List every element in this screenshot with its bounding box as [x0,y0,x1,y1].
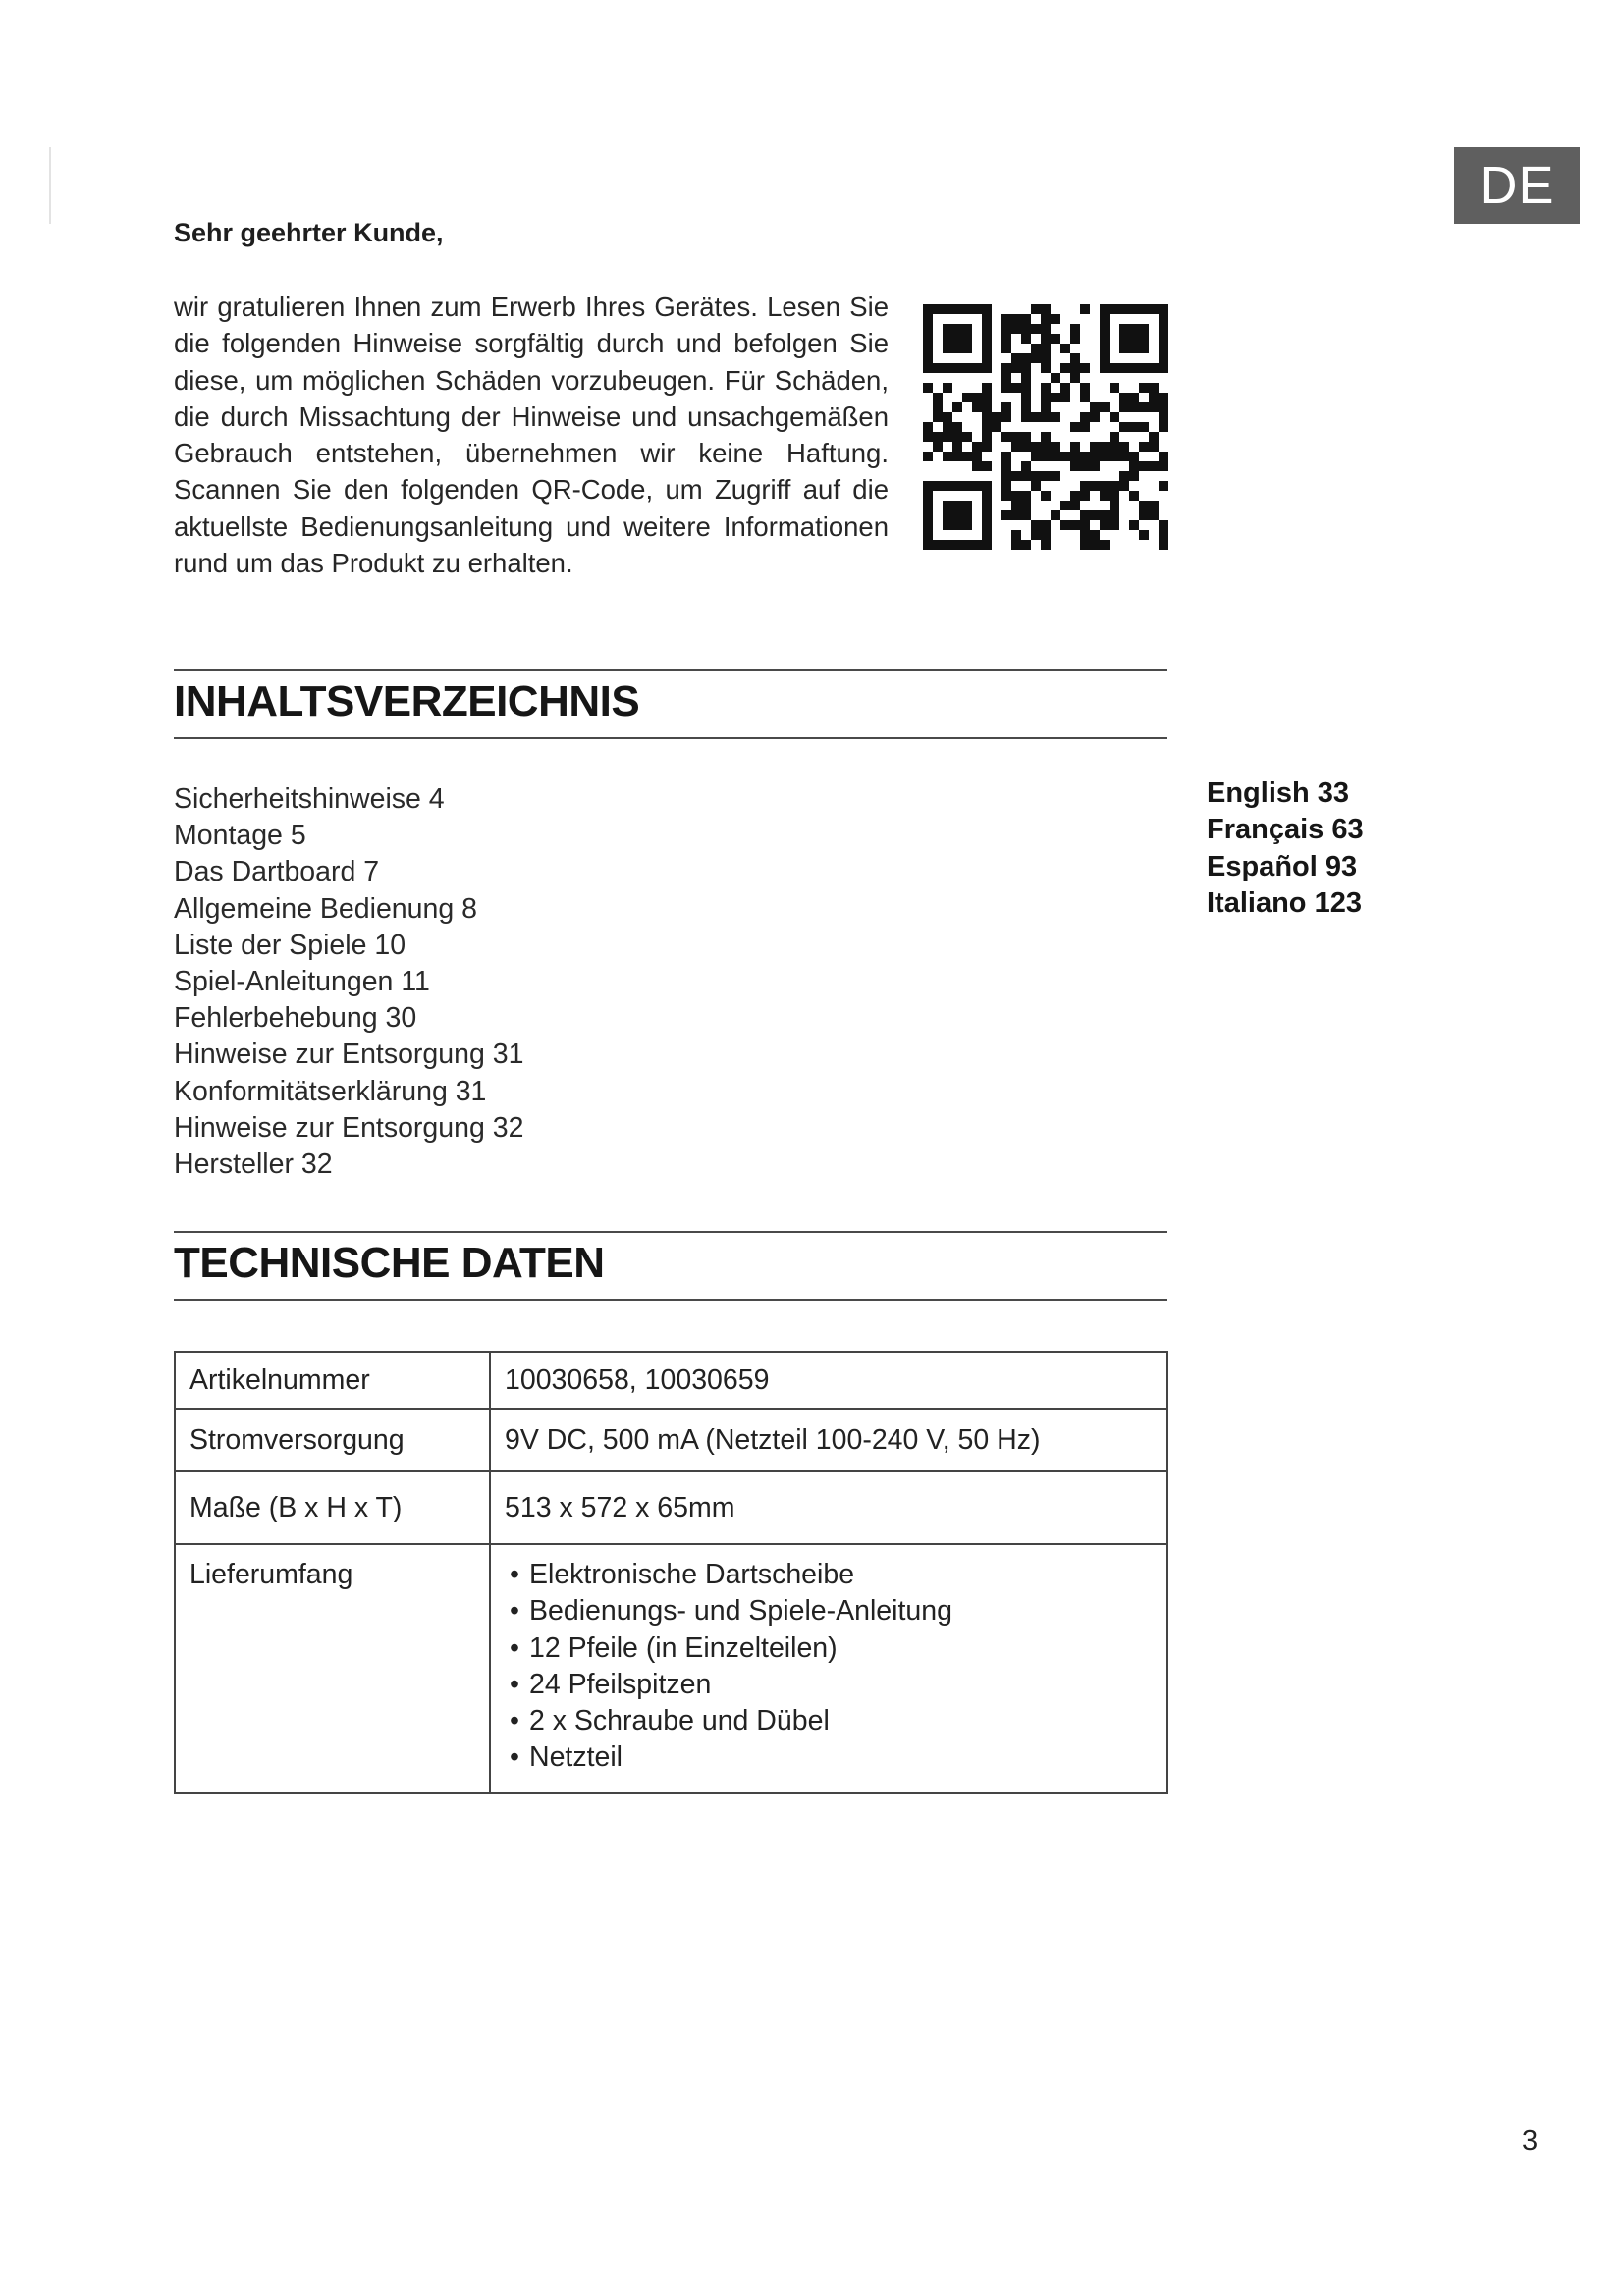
specs-title: TECHNISCHE DATEN [174,1239,605,1287]
spec-label: Stromversorgung [175,1409,490,1471]
toc-rule-bottom [174,737,1167,739]
language-badge: DE [1454,147,1580,224]
toc-item: Montage 5 [174,820,306,852]
contents-item: • 24 Pfeilspitzen [510,1667,1153,1703]
spec-value: 9V DC, 500 mA (Netzteil 100-240 V, 50 Hz) [490,1409,1167,1471]
contents-item: • Bedienungs- und Spiele-Anleitung [510,1593,1153,1629]
spec-row-article [175,1352,1167,1409]
toc-list [174,781,523,1183]
spec-row-power [175,1409,1167,1471]
spec-value: 10030658, 10030659 [490,1352,1167,1409]
contents-item: • 2 x Schraube und Dübel [510,1703,1153,1739]
spec-label: Artikelnummer [175,1352,490,1409]
language-link-spanish[interactable]: Español 93 [1207,850,1358,882]
spec-row-contents [175,1544,1167,1793]
contents-item: • Elektronische Dartscheibe [510,1557,1153,1593]
toc-item: Konformitätserklärung 31 [174,1075,487,1107]
language-link-english[interactable]: English 33 [1207,777,1350,809]
intro-paragraph: wir gratulieren Ihnen zum Erwerb Ihres Gerätes. Lesen Sie die folgenden Hinweise sorgfältig durch und befolgen Sie diese, um möglichen Schäden vorzubeugen. Für Schäden, die durch Missachtung der Hinweise und unsachgemäßen Gebrauch entstehen, übernehmen wir keine Haftung. Scannen Sie den folgenden QR-Code, um Zugriff auf die aktuellste Bedienungsanleitung und weitere Informationen rund um das Produkt zu erhalten. [174,292,889,579]
toc-item: Spiel-Anleitungen 11 [174,966,430,998]
toc-item: Fehlerbehebung 30 [174,1002,417,1035]
toc-item: Sicherheitshinweise 4 [174,783,445,815]
other-languages-list [1207,775,1364,922]
margin-mark [49,147,51,224]
specs-rule-bottom [174,1299,1167,1301]
specs-rule-top [174,1231,1167,1233]
toc-item: Liste der Spiele 10 [174,929,406,961]
language-link-italian[interactable]: Italiano 123 [1207,886,1362,919]
toc-item: Allgemeine Bedienung 8 [174,892,477,925]
page-number: 3 [1522,2125,1539,2157]
language-link-french[interactable]: Français 63 [1207,814,1364,846]
spec-row-dimensions [175,1471,1167,1544]
spec-value: 513 x 572 x 65mm [490,1471,1167,1544]
toc-item: Hersteller 32 [174,1148,333,1181]
toc-rule-top [174,669,1167,671]
toc-title: INHALTSVERZEICHNIS [174,677,640,725]
spec-label: Maße (B x H x T) [175,1471,490,1544]
qr-code-icon [923,304,1168,550]
qr-code[interactable] [923,304,1168,550]
toc-item: Das Dartboard 7 [174,856,380,888]
contents-list [505,1557,1153,1777]
spec-label: Lieferumfang [175,1544,490,1793]
toc-item: Hinweise zur Entsorgung 32 [174,1111,524,1144]
contents-item: • Netzteil [510,1739,1153,1776]
spec-table [174,1351,1168,1794]
contents-item: • 12 Pfeile (in Einzelteilen) [510,1630,1153,1667]
spec-value [490,1544,1167,1793]
toc-item: Hinweise zur Entsorgung 31 [174,1039,524,1071]
greeting: Sehr geehrter Kunde, [174,218,444,247]
